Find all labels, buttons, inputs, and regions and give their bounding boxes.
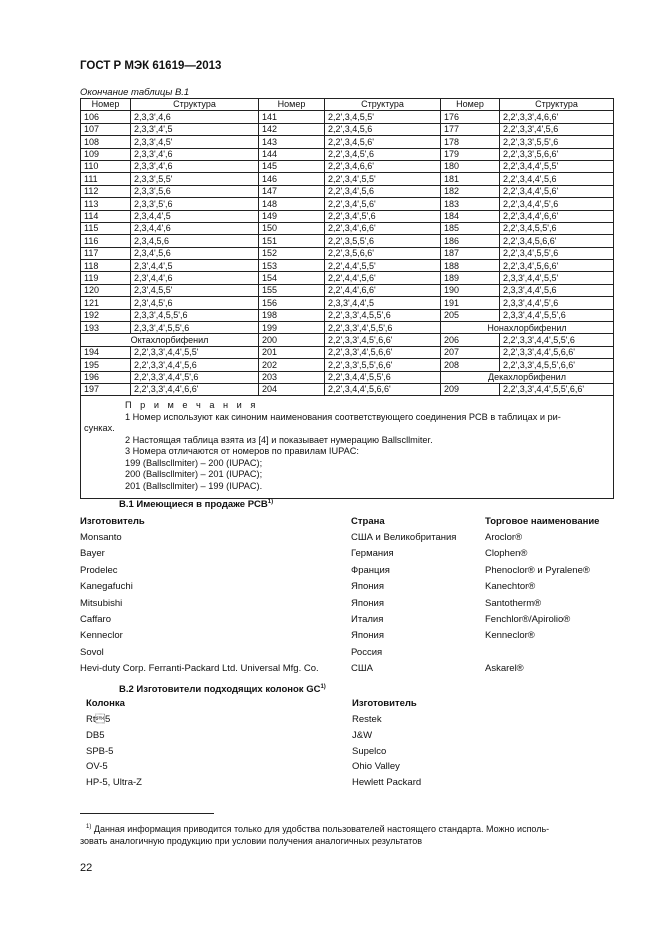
pcb-numbering-table bbox=[80, 98, 614, 499]
footnote-text: Данная информация приводится только для удобства пользователей настоящего стандарта. Можно исполь- bbox=[93, 824, 550, 834]
congener-structure: 2,2',3,4,6,6' bbox=[325, 160, 441, 172]
congener-number: 181 bbox=[441, 173, 500, 185]
b2-manufacturer: J&W bbox=[352, 729, 373, 741]
congener-number: 179 bbox=[441, 148, 500, 160]
b1-trade-name: Kenneclor® bbox=[485, 630, 535, 642]
congener-number: 197 bbox=[81, 383, 131, 395]
notes-row bbox=[81, 396, 614, 499]
congener-number: 198 bbox=[259, 309, 325, 321]
group-label: Нонахлорбифенил bbox=[441, 322, 614, 334]
congener-structure: 2,3,3',4',6 bbox=[131, 160, 259, 172]
congener-number: 111 bbox=[81, 173, 131, 185]
congener-number: 142 bbox=[259, 123, 325, 135]
congener-structure: 2,2',3,4',5,5',6 bbox=[500, 247, 614, 259]
b2-header-column: Колонка bbox=[86, 698, 125, 709]
congener-number: 110 bbox=[81, 160, 131, 172]
congener-number: 183 bbox=[441, 198, 500, 210]
table-notes bbox=[81, 396, 614, 499]
congener-number: 117 bbox=[81, 247, 131, 259]
congener-number: 155 bbox=[259, 284, 325, 296]
congener-structure: 2,3,4,4',6 bbox=[131, 222, 259, 234]
congener-structure: 2,3',4,4',6 bbox=[131, 272, 259, 284]
b2-column: Rt5 bbox=[86, 714, 111, 725]
congener-structure: 2,2',3,3',4,5',6,6' bbox=[325, 334, 441, 346]
congener-structure: 2,2',3,4,4',5',6 bbox=[500, 198, 614, 210]
b1-trade-name: Aroclor® bbox=[485, 532, 523, 543]
table-row bbox=[81, 383, 614, 395]
congener-structure: 2,2',3,4,4',6,6' bbox=[500, 210, 614, 222]
congener-number: 114 bbox=[81, 210, 131, 222]
congener-number: 192 bbox=[81, 309, 131, 321]
b2-column: HP-5, Ultra-Z bbox=[86, 777, 142, 789]
congener-number: 121 bbox=[81, 297, 131, 309]
congener-number: 207 bbox=[441, 346, 500, 358]
congener-structure: 2,3',4,5',6 bbox=[131, 297, 259, 309]
b1-country: Франция bbox=[351, 564, 390, 576]
b1-country: Япония bbox=[351, 597, 384, 609]
table-row bbox=[81, 173, 614, 185]
b1-trade-name: Phenoclor® и Pyralene® bbox=[485, 564, 590, 576]
congener-structure: 2,2',3,4',5,6,6' bbox=[500, 260, 614, 272]
congener-number: 107 bbox=[81, 123, 131, 135]
congener-structure: 2,2',3,3',4,6,6' bbox=[500, 111, 614, 123]
footnote bbox=[80, 821, 613, 847]
congener-number: 116 bbox=[81, 235, 131, 247]
congener-number: 150 bbox=[259, 222, 325, 234]
congener-structure: 2,3,3',4,6 bbox=[131, 111, 259, 123]
b1-country: Россия bbox=[351, 646, 383, 658]
b1-manufacturer: Caffaro bbox=[80, 614, 111, 625]
table-row bbox=[81, 148, 614, 160]
congener-structure: 2,2',3,4,5,5' bbox=[325, 111, 441, 123]
congener-structure: 2,3',4,4',5 bbox=[131, 260, 259, 272]
congener-structure: 2,3,3',4,4',5',6 bbox=[500, 297, 614, 309]
congener-structure: 2,2',3,4,5,6' bbox=[325, 136, 441, 148]
congener-number: 106 bbox=[81, 111, 131, 123]
congener-structure: 2,3',4,5,5' bbox=[131, 284, 259, 296]
b2-header-manufacturer: Изготовитель bbox=[352, 698, 417, 709]
b1-manufacturer: Monsanto bbox=[80, 532, 122, 543]
congener-structure: 2,2',3,4,5,6,6' bbox=[500, 235, 614, 247]
congener-structure: 2,2',3,5,6,6' bbox=[325, 247, 441, 259]
b1-manufacturer: Prodelec bbox=[80, 564, 118, 576]
congener-structure: 2,2',3,3',4,4',5,6,6' bbox=[500, 346, 614, 358]
congener-structure: 2,3,3',4,4',5 bbox=[325, 297, 441, 309]
column-header: Структура bbox=[500, 99, 614, 111]
table-row bbox=[81, 309, 614, 321]
b1-manufacturer: Kenneclor bbox=[80, 630, 123, 642]
b2-column: OV-5 bbox=[86, 761, 108, 773]
congener-number: 209 bbox=[441, 383, 500, 395]
table-row bbox=[81, 334, 614, 346]
congener-structure: 2,3,3',4',5 bbox=[131, 123, 259, 135]
congener-number: 146 bbox=[259, 173, 325, 185]
footnote-separator bbox=[80, 813, 214, 814]
congener-structure: 2,2',3,3',4,4',5,5',6 bbox=[500, 334, 614, 346]
congener-structure: 2,3,4,4',5 bbox=[131, 210, 259, 222]
table-row bbox=[81, 359, 614, 371]
b1-trade-name: Kanechtor® bbox=[485, 581, 536, 593]
section-b1-title bbox=[119, 499, 273, 510]
congener-number: 195 bbox=[81, 359, 131, 371]
b1-country: США и Великобритания bbox=[351, 532, 457, 543]
congener-structure: 2,2',3,4,5,5',6 bbox=[500, 222, 614, 234]
congener-structure: 2,2',3,3',4,5,5',6,6' bbox=[500, 359, 614, 371]
congener-structure: 2,2',3,3',4',5,6,6' bbox=[325, 346, 441, 358]
congener-structure: 2,2',3,3',4,4',5,5' bbox=[131, 346, 259, 358]
congener-structure: 2,2',3,4,4',5,6' bbox=[500, 185, 614, 197]
document-header: ГОСТ Р МЭК 61619—2013 bbox=[80, 60, 222, 72]
b1-country: США bbox=[351, 663, 373, 675]
note-3-item: 199 (Ballsсllmiter) – 200 (IUPAC); bbox=[125, 457, 263, 468]
column-header: Номер bbox=[441, 99, 500, 111]
congener-structure: 2,3,3',4,4',5,5' bbox=[500, 272, 614, 284]
congener-structure: 2,3,3',4,4',5,6 bbox=[500, 284, 614, 296]
congener-number: 191 bbox=[441, 297, 500, 309]
b1-manufacturer: Mitsubishi bbox=[80, 597, 123, 609]
congener-structure: 2,3,3',4,4',5,5',6 bbox=[500, 309, 614, 321]
b2-manufacturer: Hewlett Packard bbox=[352, 777, 422, 789]
congener-number: 112 bbox=[81, 185, 131, 197]
congener-number: 153 bbox=[259, 260, 325, 272]
congener-structure: 2,2',3,3',5,6,6' bbox=[500, 148, 614, 160]
congener-number: 185 bbox=[441, 222, 500, 234]
note-2: 2 Настоящая таблица взята из [4] и показывает нумерацию Ballsсllmiter. bbox=[125, 434, 433, 445]
congener-structure: 2,2',3,3',4,4',6,6' bbox=[131, 383, 259, 395]
table-row bbox=[81, 222, 614, 234]
table-row bbox=[81, 260, 614, 272]
congener-structure: 2,2',3,3',4,4',5',6 bbox=[131, 371, 259, 383]
congener-number: 200 bbox=[259, 334, 325, 346]
congener-structure: 2,2',3,4,4',5,6,6' bbox=[325, 383, 441, 395]
congener-number: 189 bbox=[441, 272, 500, 284]
table-row bbox=[81, 160, 614, 172]
congener-structure: 2,3,3',4',6 bbox=[131, 148, 259, 160]
congener-number: 149 bbox=[259, 210, 325, 222]
column-header: Структура bbox=[325, 99, 441, 111]
congener-structure: 2,2',3,4,4',5,5',6 bbox=[325, 371, 441, 383]
congener-structure: 2,2',3,3',4,4',5,5',6,6' bbox=[500, 383, 614, 395]
b1-manufacturer: Kanegafuchi bbox=[80, 581, 133, 593]
congener-structure: 2,2',4,4',5,5' bbox=[325, 260, 441, 272]
note-1: 1 Номер используют как синоним наименования соответствующего соединения PCB в таблицах и ри- bbox=[125, 411, 561, 422]
table-row bbox=[81, 297, 614, 309]
congener-number: 184 bbox=[441, 210, 500, 222]
b2-manufacturer: Restek bbox=[352, 714, 382, 725]
congener-number: 190 bbox=[441, 284, 500, 296]
congener-number: 180 bbox=[441, 160, 500, 172]
congener-number: 203 bbox=[259, 371, 325, 383]
congener-structure: 2,2',4,4',6,6' bbox=[325, 284, 441, 296]
b1-trade-name: Askarel® bbox=[485, 663, 524, 675]
b1-manufacturer: Sovol bbox=[80, 646, 104, 658]
notes-title: П р и м е ч а н и я bbox=[125, 400, 259, 411]
congener-structure: 2,3,3',5,6 bbox=[131, 185, 259, 197]
column-header: Номер bbox=[259, 99, 325, 111]
congener-structure: 2,2',3,3',4,4',5,6 bbox=[131, 359, 259, 371]
congener-structure: 2,3,4,5,6 bbox=[131, 235, 259, 247]
b1-trade-name: Fenchlor®/Apirolio® bbox=[485, 614, 571, 625]
table-row bbox=[81, 198, 614, 210]
b2-column: DB5 bbox=[86, 729, 105, 741]
congener-number: 108 bbox=[81, 136, 131, 148]
congener-number: 144 bbox=[259, 148, 325, 160]
section-b2-title-text: В.2 Изготовители подходящих колонок GC bbox=[119, 684, 321, 696]
congener-structure: 2,2',4,4',5,6' bbox=[325, 272, 441, 284]
b1-header-trade-name: Торговое наименование bbox=[485, 516, 600, 527]
congener-number: 178 bbox=[441, 136, 500, 148]
b1-trade-name: Santotherm® bbox=[485, 597, 542, 609]
congener-number: 186 bbox=[441, 235, 500, 247]
congener-structure: 2,2',3,3',4,5,5',6 bbox=[325, 309, 441, 321]
footnote-mark: 1) bbox=[267, 499, 274, 505]
note-3: 3 Номера отличаются от номеров по правилам IUPAC: bbox=[125, 446, 359, 457]
congener-number: 109 bbox=[81, 148, 131, 160]
congener-structure: 2,3,3',4,5,5',6 bbox=[131, 309, 259, 321]
b2-manufacturer: Supelco bbox=[352, 745, 387, 757]
congener-structure: 2,2',3,3',5,5',6 bbox=[500, 136, 614, 148]
table-row bbox=[81, 371, 614, 383]
table-row bbox=[81, 210, 614, 222]
congener-structure: 2,2',3,4',6,6' bbox=[325, 222, 441, 234]
congener-number: 202 bbox=[259, 359, 325, 371]
footnote-mark: 1) bbox=[320, 684, 326, 690]
congener-number: 177 bbox=[441, 123, 500, 135]
congener-structure: 2,3,3',5,5' bbox=[131, 173, 259, 185]
b1-manufacturer: Bayer bbox=[80, 548, 105, 560]
table-row bbox=[81, 123, 614, 135]
group-label: Октахлорбифенил bbox=[81, 334, 259, 346]
table-row bbox=[81, 272, 614, 284]
table-row bbox=[81, 185, 614, 197]
table-row bbox=[81, 235, 614, 247]
congener-number: 154 bbox=[259, 272, 325, 284]
section-b2-title bbox=[119, 684, 326, 695]
congener-structure: 2,2',3,4',5,6' bbox=[325, 198, 441, 210]
congener-number: 196 bbox=[81, 371, 131, 383]
congener-structure: 2,2',3,3',5,5',6,6' bbox=[325, 359, 441, 371]
b1-manufacturer: Hevi-duty Corp. Ferranti-Packard Ltd. Universal Mfg. Co. bbox=[80, 663, 319, 675]
congener-number: 113 bbox=[81, 198, 131, 210]
congener-number: 182 bbox=[441, 185, 500, 197]
b2-column: SPB-5 bbox=[86, 745, 114, 757]
footnote-text-continuation: зовать аналогичную продукцию при условии получения аналогичных результатов bbox=[80, 836, 422, 846]
congener-number: 143 bbox=[259, 136, 325, 148]
congener-structure: 2,3,4',5,6 bbox=[131, 247, 259, 259]
congener-number: 152 bbox=[259, 247, 325, 259]
congener-structure: 2,3,3',5',6 bbox=[131, 198, 259, 210]
note-3-item: 200 (Ballsсllmiter) – 201 (IUPAC); bbox=[125, 469, 263, 480]
footnote-mark: 1) bbox=[86, 824, 92, 830]
congener-structure: 2,2',3,4',5',6 bbox=[325, 210, 441, 222]
congener-structure: 2,2',3,4,4',5,6 bbox=[500, 173, 614, 185]
column-header: Структура bbox=[131, 99, 259, 111]
b1-country: Япония bbox=[351, 630, 384, 642]
congener-number: 148 bbox=[259, 198, 325, 210]
congener-number: 206 bbox=[441, 334, 500, 346]
note-1-continuation: сунках. bbox=[84, 423, 115, 434]
b1-trade-name: Clophen® bbox=[485, 548, 528, 560]
table-row bbox=[81, 136, 614, 148]
congener-number: 187 bbox=[441, 247, 500, 259]
b1-header-manufacturer: Изготовитель bbox=[80, 516, 145, 527]
table-row bbox=[81, 247, 614, 259]
congener-number: 151 bbox=[259, 235, 325, 247]
table-header-row bbox=[81, 99, 614, 111]
congener-structure: 2,3,3',4',5,5',6 bbox=[131, 322, 259, 334]
congener-number: 194 bbox=[81, 346, 131, 358]
congener-number: 120 bbox=[81, 284, 131, 296]
congener-number: 193 bbox=[81, 322, 131, 334]
congener-number: 201 bbox=[259, 346, 325, 358]
congener-structure: 2,2',3,4',5,5' bbox=[325, 173, 441, 185]
section-b1-title-text: В.1 Имеющиеся в продаже PCB bbox=[119, 499, 268, 511]
congener-number: 141 bbox=[259, 111, 325, 123]
page-number: 22 bbox=[80, 862, 93, 874]
b1-header-country: Страна bbox=[351, 516, 385, 527]
congener-number: 188 bbox=[441, 260, 500, 272]
congener-number: 208 bbox=[441, 359, 500, 371]
table-row bbox=[81, 284, 614, 296]
table-row bbox=[81, 111, 614, 123]
table-body bbox=[81, 111, 614, 396]
congener-structure: 2,2',3,3',4',5,6 bbox=[500, 123, 614, 135]
congener-structure: 2,2',3,3',4',5,5',6 bbox=[325, 322, 441, 334]
congener-structure: 2,3,3',4,5' bbox=[131, 136, 259, 148]
congener-structure: 2,2',3,4',5,6 bbox=[325, 185, 441, 197]
congener-number: 205 bbox=[441, 309, 500, 321]
congener-number: 147 bbox=[259, 185, 325, 197]
table-row bbox=[81, 322, 614, 334]
congener-structure: 2,2',3,4,5',6 bbox=[325, 148, 441, 160]
congener-structure: 2,2',3,4,5,6 bbox=[325, 123, 441, 135]
congener-number: 204 bbox=[259, 383, 325, 395]
congener-number: 115 bbox=[81, 222, 131, 234]
note-3-item: 201 (Ballsсllmiter) – 199 (IUPAC). bbox=[125, 480, 263, 491]
congener-number: 156 bbox=[259, 297, 325, 309]
column-header: Номер bbox=[81, 99, 131, 111]
table-caption: Окончание таблицы В.1 bbox=[80, 87, 190, 98]
b1-country: Италия bbox=[351, 614, 384, 625]
congener-number: 145 bbox=[259, 160, 325, 172]
group-label: Декахлорбифенил bbox=[441, 371, 614, 383]
congener-number: 176 bbox=[441, 111, 500, 123]
table-row bbox=[81, 346, 614, 358]
congener-number: 118 bbox=[81, 260, 131, 272]
b1-country: Германия bbox=[351, 548, 394, 560]
congener-number: 119 bbox=[81, 272, 131, 284]
congener-number: 199 bbox=[259, 322, 325, 334]
b2-manufacturer: Ohio Valley bbox=[352, 761, 400, 773]
b1-country: Япония bbox=[351, 581, 384, 593]
congener-structure: 2,2',3,5,5',6 bbox=[325, 235, 441, 247]
congener-structure: 2,2',3,4,4',5,5' bbox=[500, 160, 614, 172]
